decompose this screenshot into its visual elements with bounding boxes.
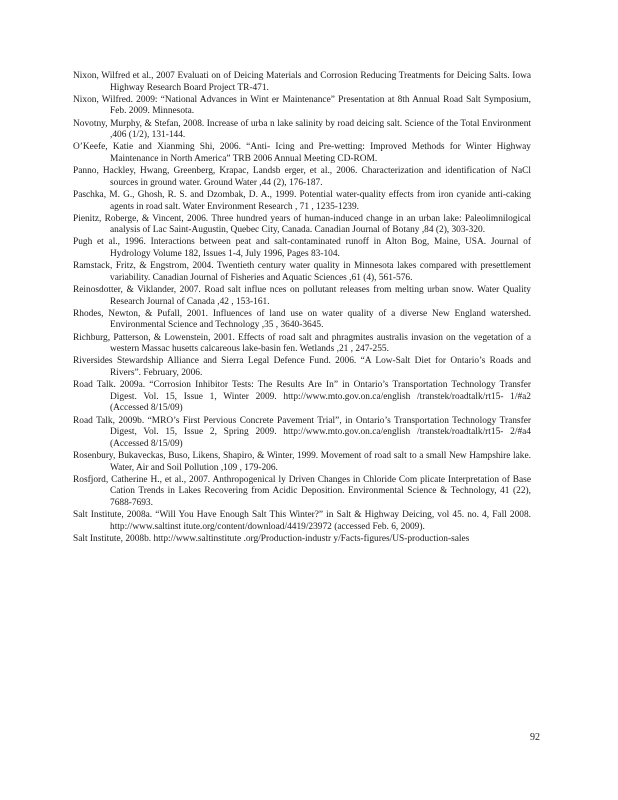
- reference-list: [73, 71, 531, 546]
- reference-entry: Rhodes, Newton, & Pufall, 2001. Influences of land use on water quality of a diverse New England watershed. Environmental Science and Technology ,35 , 3640-3645.: [73, 308, 531, 331]
- reference-entry: Ramstack, Fritz, & Engstrom, 2004. Twentieth century water quality in Minnesota lakes compared with presettlement variability. Canadian Journal of Fisheries and Aquatic Sciences ,61 (4), 561-576.: [73, 261, 531, 283]
- reference-entry: Rosenbury, Bukaveckas, Buso, Likens, Shapiro, & Winter, 1999. Movement of road salt to a small New Hampshire lake. Water, Air and Soil Pollution ,109 , 179-206.: [73, 450, 531, 473]
- reference-entry: Nixon, Wilfred et al., 2007 Evaluati on of Deicing Materials and Corrosion Reducing Treatments for Deicing Salts. Iowa Highway Research Board Project TR-471.: [73, 71, 531, 93]
- reference-entry: Pugh et al., 1996. Interactions between peat and salt-contaminated runoff in Alton Bog, Maine, USA. Journal of Hydrology Volume 182, Issues 1-4, July 1996, Pages 83-104.: [73, 237, 531, 260]
- reference-entry: Riversides Stewardship Alliance and Sierra Legal Defence Fund. 2006. “A Low-Salt Diet for Ontario’s Roads and Rivers”. February, 2006.: [73, 356, 531, 378]
- reference-entry: Salt Institute, 2008a. “Will You Have Enough Salt This Winter?” in Salt & Highway Deicing, vol 45. no. 4, Fall 2008. http://www.saltinst itute.org/content/download/4419/23972 (accessed Feb. 6, 2009).: [73, 510, 531, 532]
- page-number: 92: [530, 732, 540, 743]
- reference-entry: Novotny, Murphy, & Stefan, 2008. Increase of urba n lake salinity by road deicing salt. Science of the Total Environment ,406 (1/2), 131-144.: [73, 118, 531, 141]
- reference-entry: O’Keefe, Katie and Xianming Shi, 2006. “Anti- Icing and Pre-wetting: Improved Methods for Winter Highway Maintenance in North America” TRB 2006 Annual Meeting CD-ROM.: [73, 142, 531, 164]
- reference-entry: Road Talk, 2009b. “MRO’s First Pervious Concrete Pavement Trial”, in Ontario’s Transportation Technology Transfer Digest, Vol. 15, Issue 2, Spring 2009. http://www.mto.gov.on.ca/english /transtek/roadtalk/rt15- 2/#a4 (Accessed 8/15/09): [73, 415, 531, 449]
- reference-entry: Nixon, Wilfred. 2009: “National Advances in Wint er Maintenance” Presentation at 8th Annual Road Salt Symposium, Feb. 2009. Minnesota.: [73, 94, 531, 117]
- reference-entry: Paschka, M. G., Ghosh, R. S. and Dzombak, D. A., 1999. Potential water-quality effects from iron cyanide anti-caking agents in road salt. Water Environment Research , 71 , 1235-1239.: [73, 189, 531, 212]
- reference-entry: Pienitz, Roberge, & Vincent, 2006. Three hundred years of human-induced change in an urban lake: Paleolimnilogical analysis of Lac Saint-Augustin, Quebec City, Canada. Canadian Journal of Botany ,84 (2), 303-320.: [73, 213, 531, 236]
- reference-entry: Road Talk. 2009a. “Corrosion Inhibitor Tests: The Results Are In” in Ontario’s Transportation Technology Transfer Digest. Vol. 15, Issue 1, Winter 2009. http://www.mto.gov.on.ca/english /transtek/roadtalk/rt15- 1/#a2 (Accessed 8/15/09): [73, 380, 531, 414]
- reference-entry: Salt Institute, 2008b. http://www.saltinstitute .org/Production-industr y/Facts-figures/US-production-sales: [73, 533, 470, 544]
- reference-entry: Reinosdotter, & Viklander, 2007. Road salt influe nces on pollutant releases from melting urban snow. Water Quality Research Journal of Canada ,42 , 153-161.: [73, 285, 531, 307]
- reference-entry: Panno, Hackley, Hwang, Greenberg, Krapac, Landsb erger, et al., 2006. Characterization and identification of NaCl sources in ground water. Ground Water ,44 (2), 176-187.: [73, 166, 531, 188]
- reference-entry: Richburg, Patterson, & Lowenstein, 2001. Effects of road salt and phragmites australis invasion on the vegetation of a western Massac husetts calcareous lake-basin fen. Wetlands ,21 , 247-255.: [73, 332, 531, 355]
- reference-entry: Rosfjord, Catherine H., et al., 2007. Anthropogenical ly Driven Changes in Chloride Com plicate Interpretation of Base Cation Trends in Lakes Recovering from Acidic Deposition. Environmental Science & Technology, 41 (22), 7688-7693.: [73, 474, 531, 508]
